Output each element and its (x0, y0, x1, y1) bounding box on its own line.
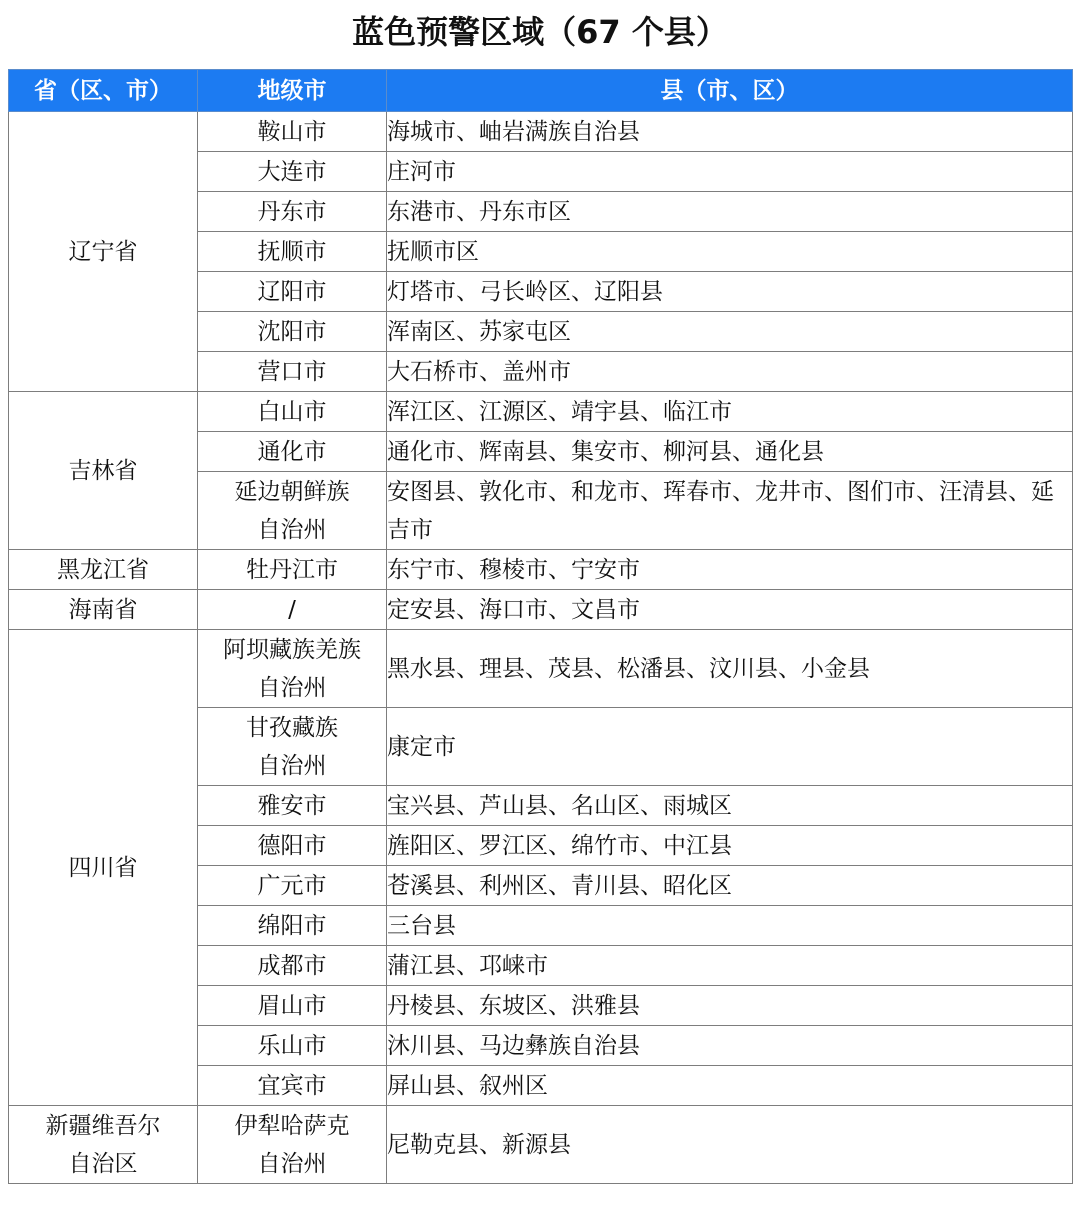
city-cell: 沈阳市 (198, 312, 387, 352)
county-cell: 宝兴县、芦山县、名山区、雨城区 (387, 786, 1073, 826)
county-cell: 黑水县、理县、茂县、松潘县、汶川县、小金县 (387, 630, 1073, 708)
table-header (9, 70, 1073, 112)
table-row (9, 392, 1073, 432)
county-cell: 大石桥市、盖州市 (387, 352, 1073, 392)
county-cell: 通化市、辉南县、集安市、柳河县、通化县 (387, 432, 1073, 472)
city-cell: 丹东市 (198, 192, 387, 232)
city-cell: 成都市 (198, 946, 387, 986)
column-header-city: 地级市 (198, 70, 387, 112)
province-cell: 辽宁省 (9, 112, 198, 392)
table-row (9, 630, 1073, 708)
county-cell: 蒲江县、邛崃市 (387, 946, 1073, 986)
table-body (9, 112, 1073, 1184)
county-cell: 苍溪县、利州区、青川县、昭化区 (387, 866, 1073, 906)
table-row (9, 590, 1073, 630)
county-cell: 海城市、岫岩满族自治县 (387, 112, 1073, 152)
province-cell: 四川省 (9, 630, 198, 1106)
city-cell: 鞍山市 (198, 112, 387, 152)
county-cell: 东宁市、穆棱市、宁安市 (387, 550, 1073, 590)
county-cell: 东港市、丹东市区 (387, 192, 1073, 232)
county-cell: 定安县、海口市、文昌市 (387, 590, 1073, 630)
table-row (9, 112, 1073, 152)
county-cell: 灯塔市、弓长岭区、辽阳县 (387, 272, 1073, 312)
county-cell: 抚顺市区 (387, 232, 1073, 272)
column-header-province: 省（区、市） (9, 70, 198, 112)
table-row (9, 550, 1073, 590)
county-cell: 旌阳区、罗江区、绵竹市、中江县 (387, 826, 1073, 866)
province-cell: 海南省 (9, 590, 198, 630)
county-cell: 浑南区、苏家屯区 (387, 312, 1073, 352)
county-cell: 安图县、敦化市、和龙市、珲春市、龙井市、图们市、汪清县、延吉市 (387, 472, 1073, 550)
page-title: 蓝色预警区域（67 个县） (352, 13, 728, 51)
city-cell: 阿坝藏族羌族自治州 (198, 630, 387, 708)
province-cell: 吉林省 (9, 392, 198, 550)
county-cell: 浑江区、江源区、靖宇县、临江市 (387, 392, 1073, 432)
county-cell: 尼勒克县、新源县 (387, 1106, 1073, 1184)
city-cell: 德阳市 (198, 826, 387, 866)
county-cell: 康定市 (387, 708, 1073, 786)
table-row (9, 1106, 1073, 1184)
city-cell: 伊犁哈萨克自治州 (198, 1106, 387, 1184)
province-cell: 新疆维吾尔自治区 (9, 1106, 198, 1184)
city-cell: 大连市 (198, 152, 387, 192)
city-cell: 营口市 (198, 352, 387, 392)
city-cell: 甘孜藏族自治州 (198, 708, 387, 786)
city-cell: / (198, 590, 387, 630)
city-cell: 宜宾市 (198, 1066, 387, 1106)
city-cell: 抚顺市 (198, 232, 387, 272)
header-row (9, 70, 1073, 112)
county-cell: 三台县 (387, 906, 1073, 946)
city-cell: 延边朝鲜族自治州 (198, 472, 387, 550)
city-cell: 雅安市 (198, 786, 387, 826)
city-cell: 广元市 (198, 866, 387, 906)
warning-region-table (8, 69, 1073, 1184)
province-cell: 黑龙江省 (9, 550, 198, 590)
city-cell: 乐山市 (198, 1026, 387, 1066)
column-header-county: 县（市、区） (387, 70, 1073, 112)
city-cell: 绵阳市 (198, 906, 387, 946)
city-cell: 牡丹江市 (198, 550, 387, 590)
city-cell: 白山市 (198, 392, 387, 432)
county-cell: 沐川县、马边彝族自治县 (387, 1026, 1073, 1066)
city-cell: 通化市 (198, 432, 387, 472)
city-cell: 眉山市 (198, 986, 387, 1026)
county-cell: 庄河市 (387, 152, 1073, 192)
county-cell: 丹棱县、东坡区、洪雅县 (387, 986, 1073, 1026)
city-cell: 辽阳市 (198, 272, 387, 312)
county-cell: 屏山县、叙州区 (387, 1066, 1073, 1106)
